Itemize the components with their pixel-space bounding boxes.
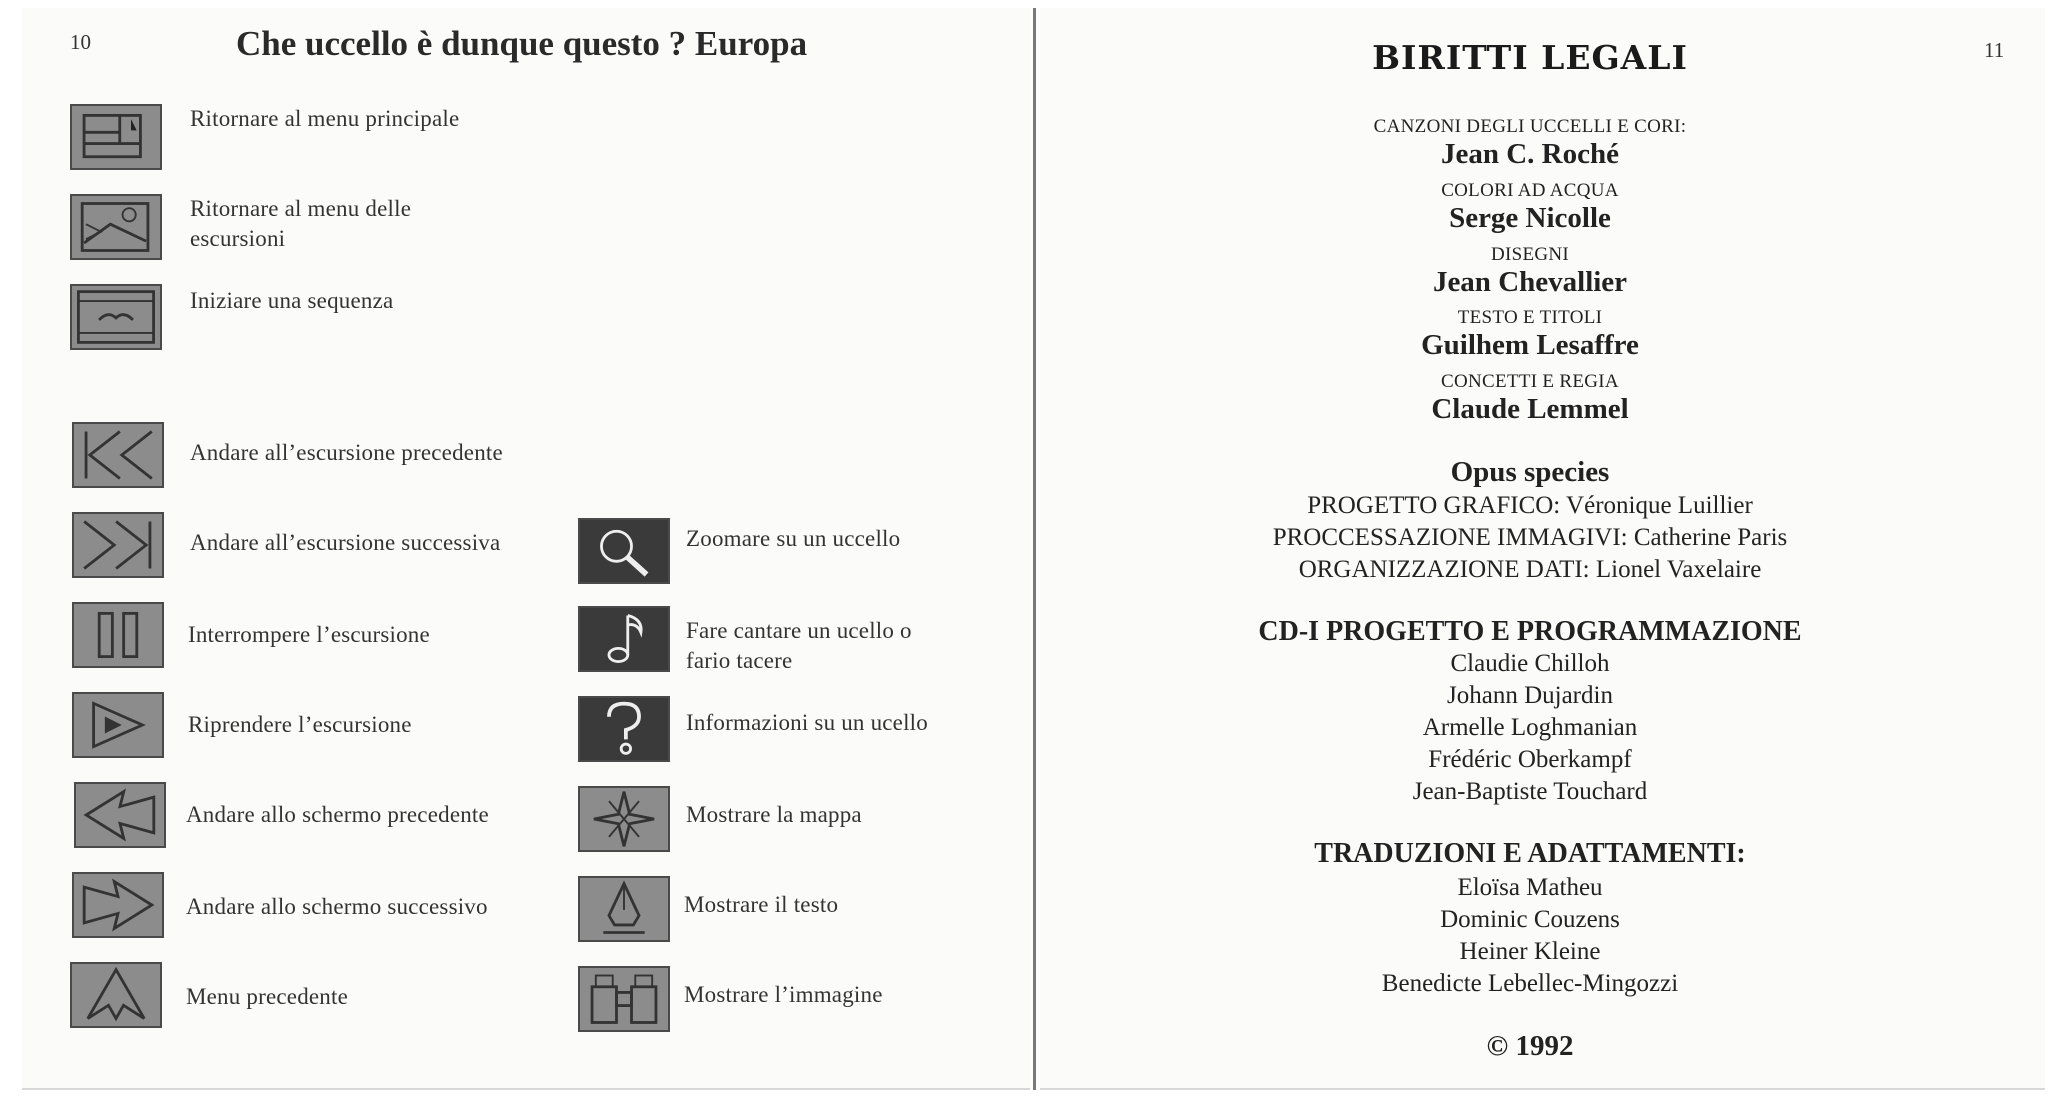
cdi-name: Armelle Loghmanian	[1422, 714, 1638, 741]
escursione-successiva-label: Andare all’escursione successiva	[190, 530, 501, 555]
translator-name: Heiner Kleine	[1459, 938, 1601, 965]
credit-name: Jean Chevallier	[1432, 266, 1628, 298]
menu-escursioni-label	[190, 194, 411, 254]
cdi-name: Johann Dujardin	[1447, 682, 1613, 709]
credits-title: BIRITTI LEGALI	[1372, 38, 1688, 77]
cdi-heading: CD-I PROGETTO E PROGRAMMAZIONE	[1258, 616, 1802, 647]
credit-role: DISEGNI	[1490, 244, 1570, 265]
testo-label: Mostrare il testo	[684, 892, 839, 917]
riprendere-label: Riprendere l’escursione	[188, 712, 412, 737]
label-line: Fare cantare un ucello o	[686, 618, 912, 643]
cdi-name: Frédéric Oberkampf	[1428, 746, 1632, 773]
immagine-label: Mostrare l’immagine	[684, 982, 883, 1007]
film-sequence-icon	[70, 284, 162, 350]
arrow-left-icon	[74, 782, 166, 848]
credit-role: COLORI AD ACQUA	[1441, 180, 1619, 201]
credit-role: TESTO E TITOLI	[1457, 307, 1603, 328]
schermo-successivo-label: Andare allo schermo successivo	[186, 894, 488, 919]
arrow-right-icon	[72, 872, 164, 938]
play-icon	[72, 692, 164, 758]
escursione-precedente-label: Andare all’escursione precedente	[190, 440, 503, 465]
label-line: Ritornare al menu delle	[190, 196, 412, 221]
translator-name: Benedicte Lebellec-Mingozzi	[1381, 970, 1679, 997]
copyright: © 1992	[1486, 1030, 1574, 1062]
compass-rose-icon	[578, 786, 670, 852]
schermo-precedente-label: Andare allo schermo precedente	[186, 802, 489, 827]
zoomare-label: Zoomare su un uccello	[686, 526, 901, 551]
credit-name: Serge Nicolle	[1449, 202, 1611, 234]
menu-precedente-label: Menu precedente	[186, 984, 349, 1009]
credit-name: Jean C. Roché	[1440, 138, 1619, 170]
opus-line: PROCCESSAZIONE IMMAGIVI: Catherine Paris	[1272, 524, 1788, 551]
opus-heading: Opus species	[1450, 456, 1610, 488]
arrow-up-icon	[70, 962, 162, 1028]
rewind-icon	[72, 422, 164, 488]
excursion-menu-icon	[70, 194, 162, 260]
translator-name: Dominic Couzens	[1440, 906, 1620, 933]
informazioni-label: Informazioni su un ucello	[686, 710, 928, 735]
opus-line: ORGANIZZAZIONE DATI: Lionel Vaxelaire	[1298, 556, 1762, 583]
credit-name: Claude Lemmel	[1431, 393, 1629, 425]
interrompere-label: Interrompere l’escursione	[188, 622, 430, 647]
credit-role: CANZONI DEGLI UCCELLI E CORI:	[1373, 116, 1687, 137]
binoculars-icon	[578, 966, 670, 1032]
page-number-left: 10	[70, 30, 91, 54]
label-line: escursioni	[190, 226, 286, 251]
fast-forward-icon	[72, 512, 164, 578]
pen-nib-icon	[578, 876, 670, 942]
page-number-right: 11	[1984, 38, 2005, 62]
label-line: fario tacere	[686, 648, 793, 673]
menu-principale-label: Ritornare al menu principale	[190, 106, 460, 131]
music-note-icon	[578, 606, 670, 672]
home-menu-icon	[70, 104, 162, 170]
cdi-name: Claudie Chilloh	[1450, 650, 1610, 677]
page-title: Che uccello è dunque questo ? Europa	[236, 24, 808, 63]
pause-icon	[72, 602, 164, 668]
opus-line: PROGETTO GRAFICO: Véronique Luillier	[1307, 492, 1753, 519]
credit-role: CONCETTI E REGIA	[1441, 371, 1619, 392]
sequenza-label: Iniziare una sequenza	[190, 288, 394, 313]
book-spine	[1033, 8, 1036, 1090]
translations-heading: TRADUZIONI E ADATTAMENTI:	[1314, 838, 1746, 869]
mappa-label: Mostrare la mappa	[686, 802, 862, 827]
cantare-label	[686, 616, 912, 676]
cdi-name: Jean-Baptiste Touchard	[1412, 778, 1648, 805]
question-mark-icon	[578, 696, 670, 762]
translator-name: Eloïsa Matheu	[1457, 874, 1603, 901]
magnifier-icon	[578, 518, 670, 584]
credit-name: Guilhem Lesaffre	[1421, 329, 1639, 361]
